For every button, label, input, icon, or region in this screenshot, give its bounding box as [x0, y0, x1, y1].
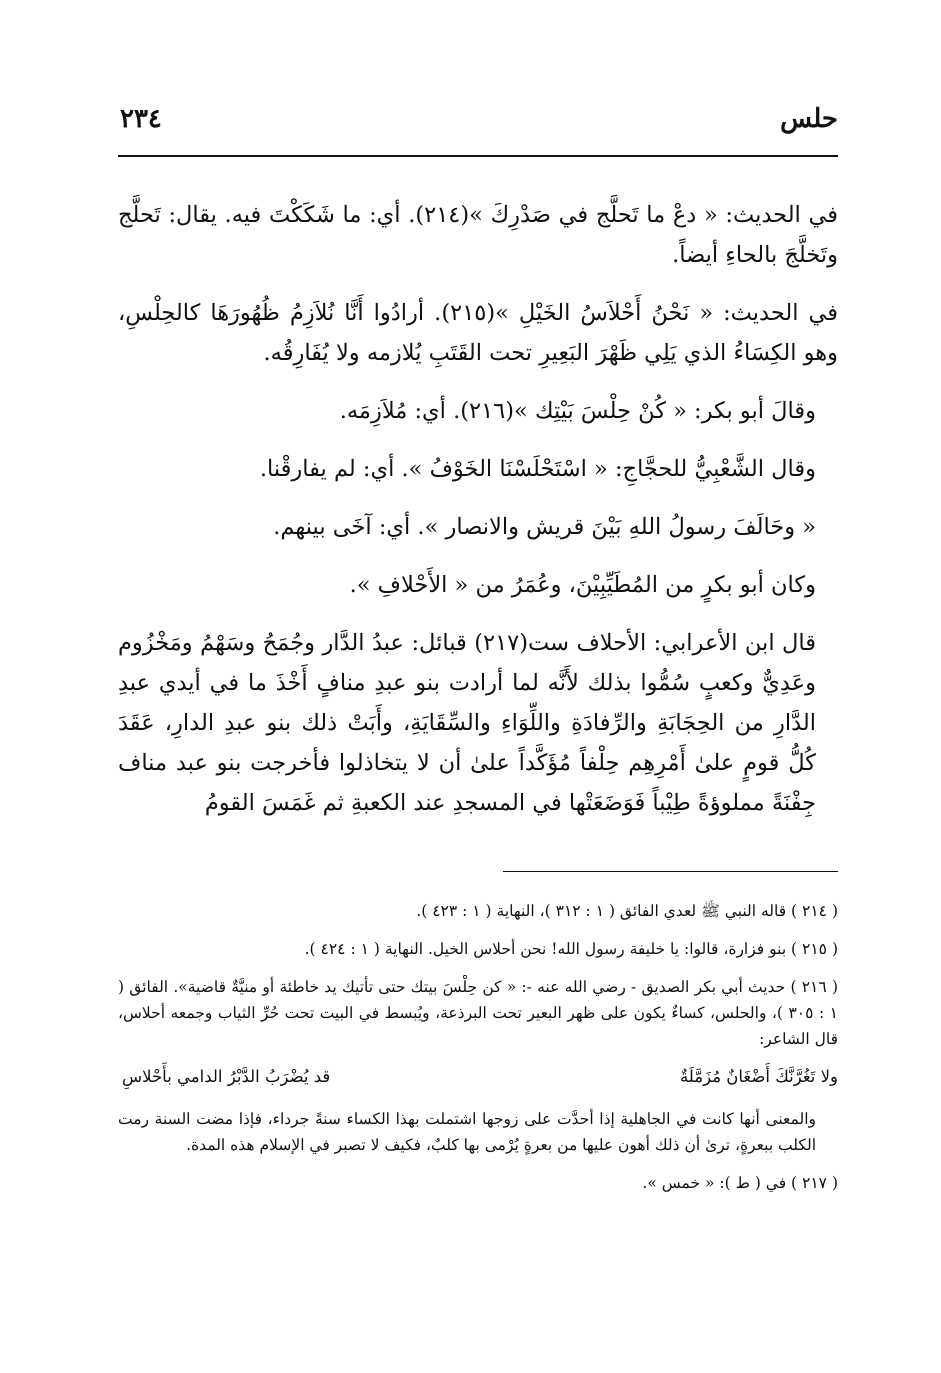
footnote-216-continuation: والمعنى أنها كانت في الجاهلية إذا أحدَّت على زوجها اشتملت بهذا الكساء سنةً جرداء، فإذا مضت السنة رمت الكلب ببعرةٍ، ترىٰ أن ذلك أهون عليها من بعرةٍ يُرْمى بها كلبٌ، فكيف لا تصبر في الإسلام هذه المدة.: [118, 1110, 816, 1154]
verse-second-hemistich: قد يُضْرَبُ الدَّبْرُ الدامي بأَحْلاسِ: [122, 1067, 331, 1086]
paragraph-4: وقال الشَّعْبِيُّ للحجَّاجِ: « اسْتَحْلَسْنَا الخَوْفُ ». أي: لم يفارقْنا.: [259, 456, 816, 482]
paragraph-5: « وحَالَفَ رسولُ اللهِ بَيْنَ قريش والانصار ». أي: آخَى بينهم.: [273, 514, 816, 540]
poetry-verse: [118, 1064, 838, 1090]
book-page: [118, 0, 838, 1373]
footnote-215: ( ٢١٥ ) بنو فزارة، قالوا: يا خليفة رسول الله! نحن أحلاس الخيل. النهاية ( ١ : ٤٢٤ ).: [304, 940, 838, 958]
paragraph-1: في الحديث: « دعْ ما تَحلَّج في صَدْرِكَ »(٢١٤). أي: ما شَكَكْتَ فيه. يقال: تَحلَّج وتَخلَّجَ بالحاءِ أيضاً.: [118, 202, 838, 268]
footnotes: [118, 898, 838, 1208]
verse-first-hemistich: ولا تَغُرَّنَّكَ أَضْغَانٌ مُزَمَّلَةٌ: [679, 1067, 838, 1086]
paragraph-3: وقالَ أبو بكر: « كُنْ حِلْسَ بَيْتِك »(٢١٦). أي: مُلاَزِمَه.: [339, 398, 816, 424]
footnote-216: ( ٢١٦ ) حديث أبي بكر الصديق - رضي الله عنه -: « كن حِلْسَ بيتك حتى تأتيك يد خاطئة أو منيَّةٌ قاضية». الفائق ( ١ : ٣٠٥ )، والحلس، كساءٌ يكون على ظهر البعير تحت البرذعة، ويُبسط في البيت تحت حُرِّ الثياب وجمعه أحلاس، قال الشاعر:: [118, 978, 838, 1048]
main-text: [118, 195, 838, 841]
paragraph-6: وكان أبو بكرٍ من المُطَيِّبِيْنَ، وعُمَرُ من « الأَحْلافِ ».: [349, 572, 816, 598]
page-number: ٢٣٤: [120, 104, 162, 134]
entry-title: حلس: [780, 104, 838, 134]
paragraph-2: في الحديث: « نَحْنُ أَحْلاَسُ الخَيْلِ »(٢١٥). أرادُوا أَنَّا نُلاَزِمُ ظُهُورَهَا كالحِلْسِ، وهو الكِسَاءُ الذي يَلِي ظَهْرَ البَعِيرِ تحت القَتَبِ يُلازمه ولا يُفَارِقُه.: [118, 300, 838, 366]
footnote-rule: [503, 871, 838, 872]
header-rule: [118, 155, 838, 157]
footnote-217: ( ٢١٧ ) في ( ط ): « خمس ».: [642, 1174, 838, 1192]
page-header: [118, 100, 838, 144]
footnote-214: ( ٢١٤ ) قاله النبي ﷺ لعدي الفائق ( ١ : ٣١٢ )، النهاية ( ١ : ٤٢٣ ).: [416, 902, 838, 920]
paragraph-7: قال ابن الأعرابي: الأحلاف ست(٢١٧) قبائل: عبدُ الدَّار وجُمَحُ وسَهْمُ ومَخْزُوم وعَدِيٌّ وكعبٍ سُمُّوا بذلك لأَنَّه لما أرادت بنو عبدِ منافٍ أَخْذَ ما في أيدي عبدِ الدَّارِ من الحِجَابَةِ والرِّفادَةِ واللِّوَاءِ والسِّقَايَةِ، وأَبَتْ ذلك بنو عبدِ الدارِ، عَقَدَ كُلُّ قومٍ علىٰ أَمْرِهِم حِلْفاً مُؤَكَّداً علىٰ أن لا يتخاذلوا فأخرجت بنو عبد مناف جِفْنَةً مملوؤةً طِيْباً فَوَضَعَتْها في المسجدِ عند الكعبةِ ثم غَمَسَ القومُ: [118, 630, 816, 816]
